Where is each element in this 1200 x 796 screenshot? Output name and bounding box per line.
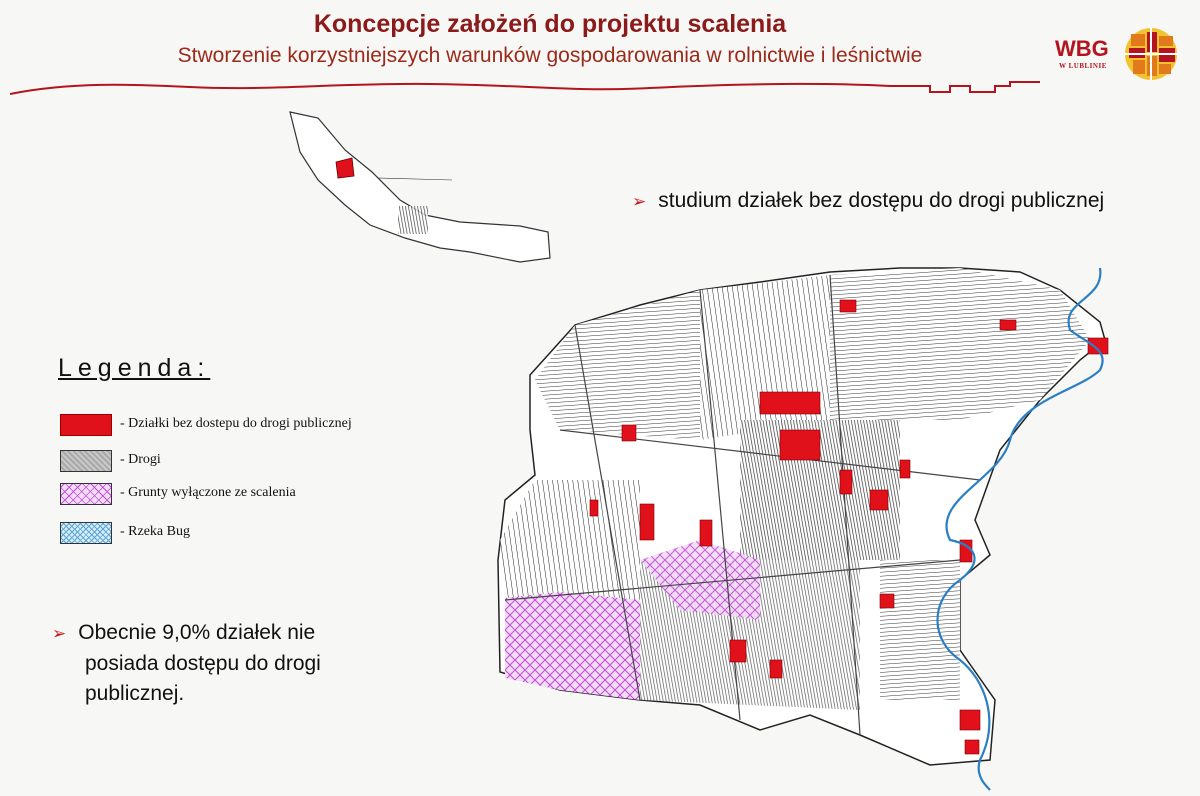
grey-hatch-swatch: [60, 450, 112, 472]
bullet-percent-line2: posiada dostępu do drogi: [85, 652, 321, 675]
bullet-study: [632, 186, 1104, 217]
logo-text: WBG: [1055, 36, 1109, 61]
red-fill-swatch: [60, 414, 112, 436]
magenta-diamond-swatch: [60, 483, 112, 505]
page-title: Koncepcje założeń do projektu scalenia: [313, 10, 787, 38]
legend-title: Legenda:: [58, 354, 211, 382]
bullet-percent: [52, 618, 321, 709]
bullet-percent-line1: Obecnie 9,0% działek nie: [78, 621, 316, 644]
legend-label: - Drogi: [120, 452, 161, 467]
arrow-bullet-icon: ➢: [632, 192, 647, 211]
inset-map: [290, 112, 550, 262]
legend-label: - Rzeka Bug: [120, 524, 190, 539]
bullet-study-text: studium działek bez dostępu do drogi publicznej: [658, 189, 1105, 212]
logo-subtext: W LUBLINIE: [1059, 62, 1107, 70]
page-subtitle: Stworzenie korzystniejszych warunków gospodarowania w rolnictwie i leśnictwie: [177, 44, 923, 67]
legend-label: - Grunty wyłączone ze scalenia: [120, 485, 296, 500]
arrow-bullet-icon: ➢: [52, 624, 67, 643]
blue-diamond-swatch: [60, 522, 112, 544]
main-map: [498, 268, 1108, 790]
bullet-percent-line3: publicznej.: [85, 682, 185, 705]
legend-label: - Działki bez dostepu do drogi publicznej: [120, 416, 352, 431]
